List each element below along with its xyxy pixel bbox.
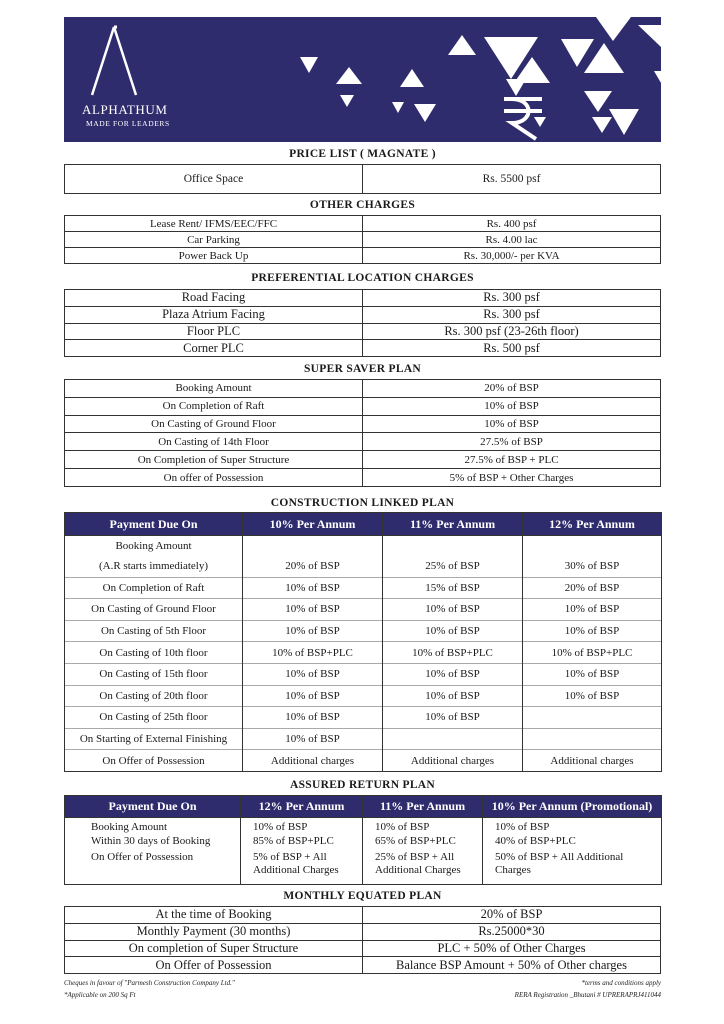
plc-item: Corner PLC [65, 340, 363, 357]
column-header: 11% Per Annum [383, 513, 523, 536]
table-row [65, 599, 662, 621]
plan-stage: On completion of Super Structure [65, 940, 363, 957]
plan-stage: On Completion of Raft [65, 397, 363, 415]
plc-item: Plaza Atrium Facing [65, 306, 363, 323]
super-saver-table [64, 379, 661, 487]
plan-stage: On Casting of 25th floor [65, 707, 243, 729]
charge-item: Car Parking [65, 232, 363, 248]
plan-stage: (A.R starts immediately) [65, 556, 243, 577]
plan-amount: 5% of BSP + Other Charges [363, 469, 661, 487]
plan-cell: 10% of BSP [243, 707, 383, 729]
plan-stage: On Offer of Possession [65, 957, 363, 974]
table-row [65, 536, 662, 557]
plan-cell: 10% of BSP [243, 685, 383, 707]
plan-cell: 65% of BSP+PLC [363, 835, 483, 851]
plan-stage: At the time of Booking [65, 907, 363, 924]
plan-stage: Booking Amount [65, 380, 363, 398]
plan-stage: On Completion of Raft [65, 577, 243, 599]
column-header: Payment Due On [65, 513, 243, 536]
table-row [65, 165, 661, 194]
header-banner [64, 17, 661, 142]
plan-stage: On Offer of Possession [65, 851, 241, 885]
plc-value: Rs. 300 psf [363, 306, 661, 323]
table-row [65, 397, 661, 415]
table-row [65, 216, 661, 232]
plan-amount: Balance BSP Amount + 50% of Other charges [363, 957, 661, 974]
column-header: Payment Due On [65, 796, 241, 818]
plan-amount: 10% of BSP [363, 397, 661, 415]
cheques-note: Cheques in favour of "Parmesh Construction Company Ltd." [64, 979, 235, 987]
table-row [65, 451, 661, 469]
table-row [65, 556, 662, 577]
plan-cell [383, 728, 523, 750]
charge-item: Power Back Up [65, 248, 363, 264]
plan-stage: On Casting of 10th floor [65, 642, 243, 664]
table-row [65, 306, 661, 323]
column-header: 11% Per Annum [363, 796, 483, 818]
plan-stage: Booking Amount [65, 818, 241, 835]
plan-stage: On Completion of Super Structure [65, 451, 363, 469]
plan-amount: 27.5% of BSP + PLC [363, 451, 661, 469]
plan-cell: 10% of BSP [363, 818, 483, 835]
plan-cell [383, 536, 523, 557]
rera-note: RERA Registration _Bhutani # UPRERAPRJ411044 [514, 991, 661, 999]
plan-stage: Within 30 days of Booking [65, 835, 241, 851]
table-row [65, 728, 662, 750]
plc-value: Rs. 500 psf [363, 340, 661, 357]
plan-cell [523, 728, 662, 750]
plan-cell: 10% of BSP [243, 663, 383, 685]
plan-cell: 10% of BSP [241, 818, 363, 835]
column-header: 10% Per Annum [243, 513, 383, 536]
plan-stage: Booking Amount [65, 536, 243, 557]
table-row [65, 663, 662, 685]
clp-table [64, 512, 662, 772]
plan-cell: Additional charges [383, 750, 523, 772]
applicable-note: *Applicable on 200 Sq Ft [64, 991, 136, 999]
mep-table [64, 906, 661, 974]
plan-cell: 10% of BSP [243, 728, 383, 750]
plan-stage: On Casting of 15th floor [65, 663, 243, 685]
clp-title: CONSTRUCTION LINKED PLAN [270, 497, 455, 509]
column-header: 10% Per Annum (Promotional) [483, 796, 662, 818]
plan-cell: 10% of BSP [383, 685, 523, 707]
table-row [65, 232, 661, 248]
table-row [65, 290, 661, 307]
plan-stage: On offer of Possession [65, 469, 363, 487]
charge-value: Rs. 4.00 lac [363, 232, 661, 248]
plan-cell: 5% of BSP + All Additional Charges [241, 851, 363, 885]
plan-cell: 10% of BSP [483, 818, 662, 835]
terms-note: *terms and conditions apply [581, 979, 661, 987]
plan-cell [243, 536, 383, 557]
plan-stage: On Starting of External Finishing [65, 728, 243, 750]
plan-cell [523, 707, 662, 729]
column-header: 12% Per Annum [523, 513, 662, 536]
plc-item: Road Facing [65, 290, 363, 307]
table-row [65, 750, 662, 772]
table-row [65, 642, 662, 664]
table-row [65, 685, 662, 707]
plan-cell: 10% of BSP [383, 599, 523, 621]
price-value: Rs. 5500 psf [363, 165, 661, 194]
brand-name: ALPHATHUM [82, 102, 168, 117]
table-header-row [65, 513, 662, 536]
plc-title: PREFERENTIAL LOCATION CHARGES [251, 272, 474, 284]
plan-cell: 10% of BSP [383, 663, 523, 685]
table-row [65, 415, 661, 433]
table-row [65, 957, 661, 974]
plan-cell: 10% of BSP [243, 620, 383, 642]
price-list-title: PRICE LIST ( MAGNATE ) [289, 148, 436, 160]
mep-title: MONTHLY EQUATED PLAN [283, 890, 442, 902]
table-row [65, 907, 661, 924]
other-charges-table [64, 215, 661, 264]
plan-stage: On Casting of 20th floor [65, 685, 243, 707]
arp-table [64, 795, 662, 885]
plc-item: Floor PLC [65, 323, 363, 340]
table-row [65, 818, 662, 835]
price-item: Office Space [65, 165, 363, 194]
plan-cell: 10% of BSP [243, 599, 383, 621]
plan-stage: On Casting of Ground Floor [65, 599, 243, 621]
plc-value: Rs. 300 psf (23-26th floor) [363, 323, 661, 340]
table-row [65, 340, 661, 357]
plan-cell: Additional charges [523, 750, 662, 772]
table-row [65, 469, 661, 487]
table-row [65, 851, 662, 885]
plan-stage: Monthly Payment (30 months) [65, 923, 363, 940]
plan-cell: 25% of BSP + All Additional Charges [363, 851, 483, 885]
plan-stage: On Casting of 5th Floor [65, 620, 243, 642]
plan-cell: 85% of BSP+PLC [241, 835, 363, 851]
charge-value: Rs. 30,000/- per KVA [363, 248, 661, 264]
table-row [65, 620, 662, 642]
charge-item: Lease Rent/ IFMS/EEC/FFC [65, 216, 363, 232]
plan-cell [523, 536, 662, 557]
plan-cell: 10% of BSP [523, 599, 662, 621]
plan-cell: 10% of BSP [383, 620, 523, 642]
plan-stage: On Casting of 14th Floor [65, 433, 363, 451]
plan-stage: On Offer of Possession [65, 750, 243, 772]
plan-amount: PLC + 50% of Other Charges [363, 940, 661, 957]
table-row [65, 380, 661, 398]
plan-amount: 20% of BSP [363, 380, 661, 398]
table-row [65, 248, 661, 264]
charge-value: Rs. 400 psf [363, 216, 661, 232]
plan-cell: 50% of BSP + All Additional Charges [483, 851, 662, 885]
table-row [65, 707, 662, 729]
plan-cell: 10% of BSP [383, 707, 523, 729]
other-charges-title: OTHER CHARGES [309, 199, 416, 211]
table-row [65, 835, 662, 851]
arp-title: ASSURED RETURN PLAN [290, 779, 435, 791]
plan-amount: 10% of BSP [363, 415, 661, 433]
plan-cell: 10% of BSP [243, 577, 383, 599]
table-row [65, 323, 661, 340]
table-row [65, 940, 661, 957]
plan-cell: 10% of BSP [523, 685, 662, 707]
plan-cell: 10% of BSP [523, 620, 662, 642]
brand-tagline: MADE FOR LEADERS [86, 119, 170, 128]
table-row [65, 577, 662, 599]
price-list-table [64, 164, 661, 194]
plan-cell: 10% of BSP [523, 663, 662, 685]
plan-amount: 27.5% of BSP [363, 433, 661, 451]
plan-cell: Additional charges [243, 750, 383, 772]
table-row [65, 433, 661, 451]
plan-cell: 15% of BSP [383, 577, 523, 599]
plan-cell: 20% of BSP [243, 556, 383, 577]
super-saver-title: SUPER SAVER PLAN [303, 363, 422, 375]
column-header: 12% Per Annum [241, 796, 363, 818]
plan-cell: 20% of BSP [523, 577, 662, 599]
plan-cell: 10% of BSP+PLC [243, 642, 383, 664]
table-row [65, 923, 661, 940]
plan-cell: 10% of BSP+PLC [383, 642, 523, 664]
plan-stage: On Casting of Ground Floor [65, 415, 363, 433]
logo-a-icon [84, 25, 144, 100]
table-header-row [65, 796, 662, 818]
plan-amount: Rs.25000*30 [363, 923, 661, 940]
plc-table [64, 289, 661, 357]
plan-cell: 10% of BSP+PLC [523, 642, 662, 664]
plc-value: Rs. 300 psf [363, 290, 661, 307]
plan-amount: 20% of BSP [363, 907, 661, 924]
plan-cell: 30% of BSP [523, 556, 662, 577]
plan-cell: 25% of BSP [383, 556, 523, 577]
plan-cell: 40% of BSP+PLC [483, 835, 662, 851]
